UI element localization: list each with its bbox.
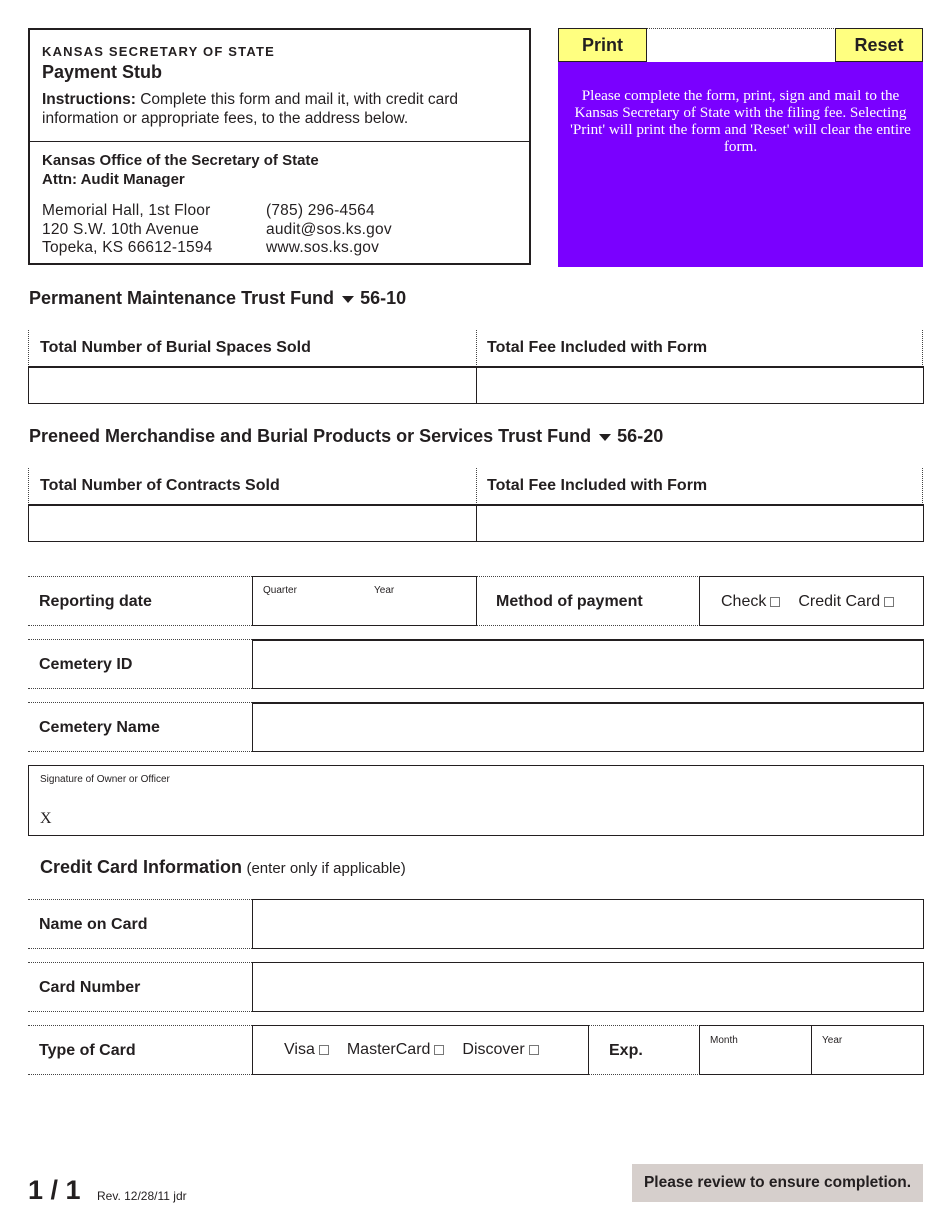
credit-card-subtitle: (enter only if applicable) [246,860,406,877]
cemetery-name-label-cell [28,702,252,752]
section1-title: Permanent Maintenance Trust Fund [29,288,335,308]
cemetery-id-label: Cemetery ID [39,656,133,673]
quarter-input[interactable] [252,576,365,626]
print-button[interactable]: Print [558,28,647,62]
cemetery-name-input[interactable] [252,702,924,752]
header-divider [30,141,529,142]
address-block [42,202,213,258]
cemetery-id-label-cell [28,639,252,689]
contact-web: www.sos.ks.gov [266,239,380,256]
notice-panel [558,62,923,267]
address-line: Topeka, KS 66612-1594 [42,239,213,256]
section1-fee-input[interactable] [476,366,924,404]
revision-label: Rev. 12/28/11 jdr [97,1189,187,1203]
agency-name: KANSAS SECRETARY OF STATE [42,44,275,59]
section1-col2-label: Total Fee Included with Form [487,339,708,356]
check-label: Check [721,593,767,610]
name-on-card-input[interactable] [252,899,924,949]
triangle-down-icon [599,434,611,441]
reporting-label-cell [28,576,252,626]
exp-label: Exp. [609,1042,643,1059]
credit-card-checkbox[interactable] [884,597,894,607]
visa-label: Visa [284,1041,315,1058]
contracts-sold-input[interactable] [28,504,477,542]
name-on-card-label-cell [28,899,252,949]
office-line1: Kansas Office of the Secretary of State [42,152,319,169]
contact-block [266,202,392,258]
card-type-box [252,1025,589,1075]
credit-card-title: Credit Card Information [40,857,243,877]
cemetery-id-input[interactable] [252,639,924,689]
exp-label-cell [589,1025,700,1075]
review-notice: Please review to ensure completion. [632,1164,923,1202]
address-line: Memorial Hall, 1st Floor [42,202,211,219]
visa-checkbox[interactable] [319,1045,329,1055]
type-of-card-label: Type of Card [39,1042,136,1059]
section1-header-row [28,330,923,367]
payment-method-box [699,576,924,626]
mastercard-label: MasterCard [346,1041,431,1058]
section2-fee-input[interactable] [476,504,924,542]
section2-col1-label: Total Number of Contracts Sold [40,477,280,494]
burial-spaces-input[interactable] [28,366,477,404]
reporting-date-label: Reporting date [39,593,152,610]
section2-header-row [28,468,923,505]
discover-checkbox[interactable] [529,1045,539,1055]
section2-col-divider [476,468,477,505]
address-line: 120 S.W. 10th Avenue [42,220,200,238]
office-line2: Attn: Audit Manager [42,171,185,188]
section2-col2-label: Total Fee Included with Form [487,477,708,494]
year-input[interactable] [364,576,477,626]
signature-label: Signature of Owner or Officer [40,774,170,785]
mastercard-checkbox[interactable] [434,1045,444,1055]
section2-code: 56-20 [617,426,664,446]
card-number-input[interactable] [252,962,924,1012]
signature-field[interactable] [28,765,924,836]
page-number: 1 / 1 [28,1175,81,1205]
header-box [28,28,531,265]
card-number-label-cell [28,962,252,1012]
discover-label: Discover [462,1041,525,1058]
card-type-label-cell [28,1025,252,1075]
credit-card-label: Credit Card [798,593,881,610]
method-label-cell [477,576,700,626]
instructions-text: Complete this form and mail it, with credit card information or appropriate fees, to the address below. [42,91,459,127]
contact-email: audit@sos.ks.gov [266,220,392,238]
signature-mark: X [40,810,52,827]
section1-col1-label: Total Number of Burial Spaces Sold [40,339,311,356]
payment-method-options [721,593,894,611]
method-of-payment-label: Method of payment [496,593,643,610]
exp-month-label: Month [710,1035,738,1046]
section1-heading [29,288,406,309]
card-type-options [284,1041,539,1059]
contact-phone: (785) 296-4564 [266,202,375,219]
toolbar-top-line [646,28,836,29]
notice-text: Please complete the form, print, sign and mail to the Kansas Secretary of State with the filing fee. Selecting 'Print' will print the form and 'Reset' will clear the entire form. [570,87,911,155]
check-checkbox[interactable] [770,597,780,607]
section2-title: Preneed Merchandise and Burial Products or Services Trust Fund [29,426,592,446]
name-on-card-label: Name on Card [39,916,148,933]
instructions [42,90,512,128]
cemetery-name-label: Cemetery Name [39,719,160,736]
section1-col-divider [476,330,477,367]
exp-year-label: Year [822,1035,843,1046]
quarter-label: Quarter [263,585,297,596]
triangle-down-icon [342,296,354,303]
credit-card-heading [40,857,406,878]
section1-code: 56-10 [360,288,407,308]
page-title: Payment Stub [42,62,163,82]
card-number-label: Card Number [39,979,141,996]
exp-year-input[interactable] [811,1025,924,1075]
instructions-label: Instructions: [42,91,136,108]
exp-month-input[interactable] [699,1025,812,1075]
year-label: Year [374,585,395,596]
reset-button[interactable]: Reset [835,28,923,62]
section2-heading [29,426,663,447]
